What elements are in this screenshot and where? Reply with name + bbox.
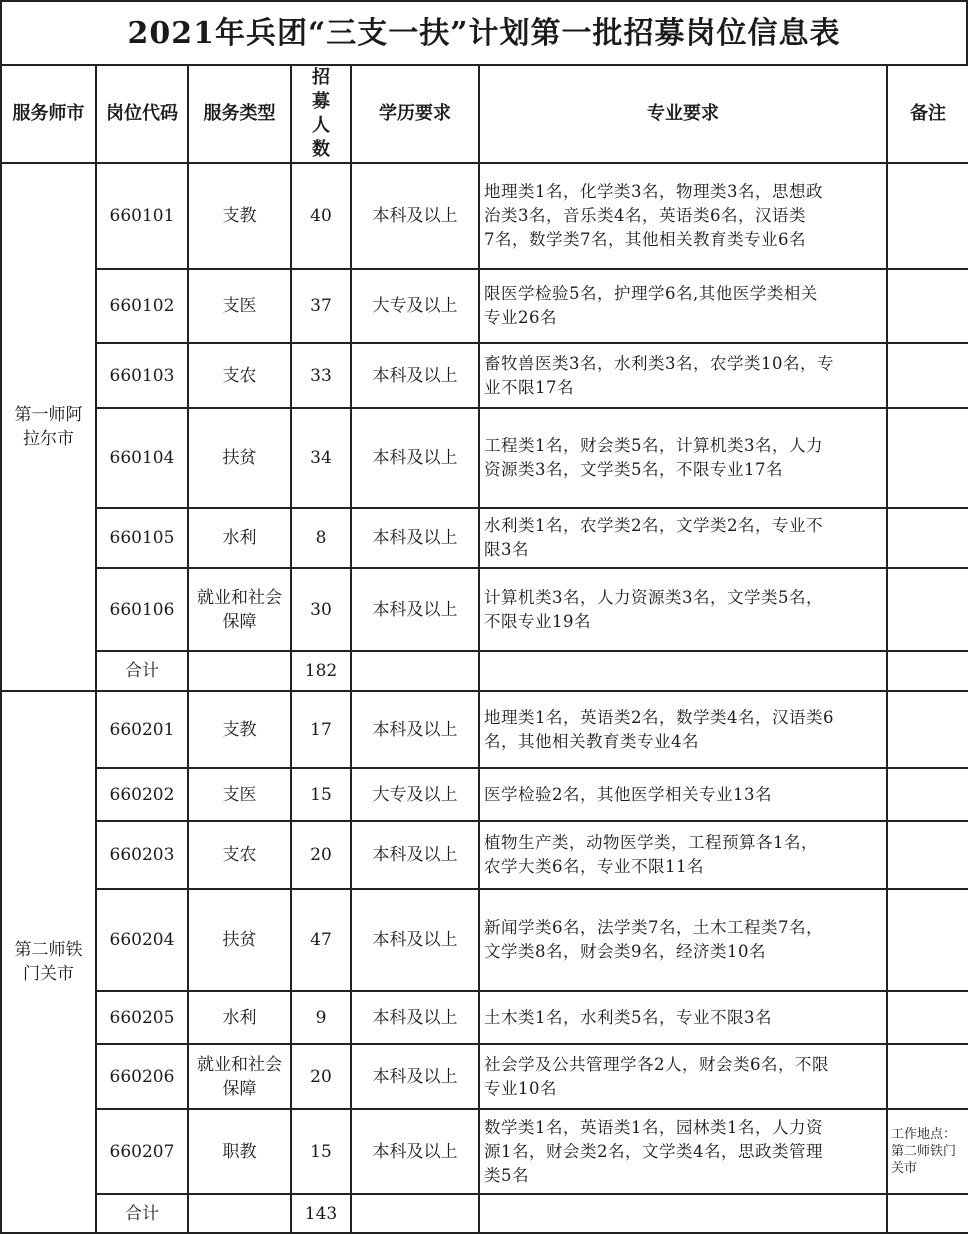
notes (887, 1044, 968, 1109)
table-row (1, 991, 968, 1044)
positions-table (0, 64, 968, 1234)
major-line: 业不限17名 (484, 377, 574, 397)
position-code: 660101 (96, 163, 188, 269)
notes (887, 269, 968, 343)
recruit-count: 8 (291, 508, 351, 568)
total-label: 合计 (96, 1194, 188, 1233)
header-count: 招募人数 (291, 65, 351, 163)
major-requirement (479, 991, 887, 1044)
major-line: 地理类1名，化学类3名，物理类3名，思想政 (484, 182, 823, 201)
notes: 工作地点：第二师铁门关市 (887, 1109, 968, 1194)
empty-cell (188, 1194, 291, 1233)
position-code: 660202 (96, 768, 188, 821)
empty-cell (479, 651, 887, 691)
service-type: 支农 (188, 343, 291, 408)
recruit-count: 9 (291, 991, 351, 1044)
notes (887, 343, 968, 408)
major-line: 水利类1名，农学类2名，文学类2名，专业不 (484, 516, 823, 535)
service-type: 水利 (188, 991, 291, 1044)
major-line: 植物生产类，动物医学类，工程预算各1名， (484, 833, 818, 852)
service-type: 支教 (188, 163, 291, 269)
service-type: 支医 (188, 269, 291, 343)
major-line: 工程类1名，财会类5名，计算机类3名，人力 (484, 436, 823, 455)
recruit-count: 34 (291, 408, 351, 508)
recruit-count: 40 (291, 163, 351, 269)
notes (887, 508, 968, 568)
recruit-count: 15 (291, 1109, 351, 1194)
table-row (1, 163, 968, 269)
position-code: 660205 (96, 991, 188, 1044)
major-requirement (479, 768, 887, 821)
education-requirement: 本科及以上 (351, 821, 479, 889)
education-requirement: 本科及以上 (351, 691, 479, 768)
education-requirement: 本科及以上 (351, 1044, 479, 1109)
major-requirement (479, 821, 887, 889)
education-requirement: 本科及以上 (351, 568, 479, 651)
major-line: 资源类3名，文学类5名，不限专业17名 (484, 460, 783, 479)
table-row (1, 889, 968, 991)
education-requirement: 大专及以上 (351, 269, 479, 343)
position-code: 660203 (96, 821, 188, 889)
major-line: 医学检验2名，其他医学相关专业13名 (484, 784, 772, 804)
major-requirement (479, 691, 887, 768)
major-line: 不限专业19名 (484, 611, 591, 631)
service-type: 就业和社会保障 (188, 568, 291, 651)
major-line: 地理类1名，英语类2名，数学类4名，汉语类6 (484, 707, 834, 727)
major-line: 类5名 (484, 1165, 529, 1185)
total-row (1, 1194, 968, 1233)
service-type: 支教 (188, 691, 291, 768)
recruit-count: 17 (291, 691, 351, 768)
service-type: 支医 (188, 768, 291, 821)
major-line: 新闻学类6名，法学类7名，土木工程类7名， (484, 918, 823, 937)
major-line: 文学类8名，财会类9名，经济类10名 (484, 942, 766, 961)
notes (887, 821, 968, 889)
education-requirement: 本科及以上 (351, 408, 479, 508)
empty-cell (887, 651, 968, 691)
empty-cell (188, 651, 291, 691)
position-code: 660102 (96, 269, 188, 343)
notes (887, 991, 968, 1044)
header-code: 岗位代码 (96, 65, 188, 163)
header-row (1, 65, 968, 163)
major-requirement (479, 163, 887, 269)
service-type: 支农 (188, 821, 291, 889)
major-line: 土木类1名，水利类5名，专业不限3名 (484, 1007, 772, 1027)
education-requirement: 本科及以上 (351, 343, 479, 408)
table-row (1, 821, 968, 889)
table-row (1, 1109, 968, 1194)
major-line: 农学大类6名，专业不限11名 (484, 857, 704, 876)
major-line: 限3名 (484, 540, 529, 559)
service-type: 职教 (188, 1109, 291, 1194)
major-line: 畜牧兽医类3名，水利类3名，农学类10名，专 (484, 353, 834, 373)
notes (887, 408, 968, 508)
education-requirement: 本科及以上 (351, 991, 479, 1044)
major-line: 社会学及公共管理学各2人，财会类6名，不限 (484, 1054, 829, 1074)
major-line: 治类3名，音乐类4名，英语类6名，汉语类 (484, 206, 806, 225)
major-requirement (479, 1109, 887, 1194)
recruit-count: 37 (291, 269, 351, 343)
position-code: 660204 (96, 889, 188, 991)
recruit-count: 30 (291, 568, 351, 651)
education-requirement: 本科及以上 (351, 1109, 479, 1194)
major-line: 7名，数学类7名，其他相关教育类专业6名 (484, 230, 806, 249)
header-education: 学历要求 (351, 65, 479, 163)
table-row (1, 508, 968, 568)
major-line: 名，其他相关教育类专业4名 (484, 731, 699, 751)
table-row (1, 269, 968, 343)
table-row (1, 768, 968, 821)
service-type: 就业和社会保障 (188, 1044, 291, 1109)
major-requirement (479, 568, 887, 651)
header-city: 服务师市 (1, 65, 96, 163)
education-requirement: 本科及以上 (351, 889, 479, 991)
service-type: 扶贫 (188, 889, 291, 991)
major-line: 专业10名 (484, 1078, 557, 1098)
empty-cell (887, 1194, 968, 1233)
major-line: 数学类1名，英语类1名，园林类1名，人力资 (484, 1117, 823, 1137)
recruit-count: 20 (291, 821, 351, 889)
notes (887, 691, 968, 768)
header-major: 专业要求 (479, 65, 887, 163)
service-city: 第一师阿拉尔市 (1, 163, 96, 691)
notes (887, 568, 968, 651)
total-count: 182 (291, 651, 351, 691)
major-requirement (479, 889, 887, 991)
total-label: 合计 (96, 651, 188, 691)
notes (887, 163, 968, 269)
table-row (1, 691, 968, 768)
major-line: 专业26名 (484, 308, 557, 327)
recruit-count: 15 (291, 768, 351, 821)
position-code: 660207 (96, 1109, 188, 1194)
education-requirement: 大专及以上 (351, 768, 479, 821)
education-requirement: 本科及以上 (351, 163, 479, 269)
page-title: 2021年兵团“三支一扶”计划第一批招募岗位信息表 (0, 0, 968, 64)
empty-cell (351, 1194, 479, 1233)
position-code: 660201 (96, 691, 188, 768)
service-type: 水利 (188, 508, 291, 568)
recruit-count: 20 (291, 1044, 351, 1109)
education-requirement: 本科及以上 (351, 508, 479, 568)
notes (887, 768, 968, 821)
major-requirement (479, 408, 887, 508)
major-requirement (479, 1044, 887, 1109)
position-code: 660104 (96, 408, 188, 508)
recruit-count: 33 (291, 343, 351, 408)
empty-cell (479, 1194, 887, 1233)
service-city: 第二师铁门关市 (1, 691, 96, 1233)
major-line: 源1名，财会类2名，文学类4名，思政类管理 (484, 1141, 823, 1161)
table-row (1, 343, 968, 408)
notes (887, 889, 968, 991)
position-code: 660105 (96, 508, 188, 568)
position-code: 660103 (96, 343, 188, 408)
major-requirement (479, 508, 887, 568)
header-notes: 备注 (887, 65, 968, 163)
total-row (1, 651, 968, 691)
header-type: 服务类型 (188, 65, 291, 163)
major-line: 计算机类3名，人力资源类3名，文学类5名， (484, 587, 823, 607)
position-code: 660206 (96, 1044, 188, 1109)
total-count: 143 (291, 1194, 351, 1233)
empty-cell (351, 651, 479, 691)
major-requirement (479, 343, 887, 408)
service-type: 扶贫 (188, 408, 291, 508)
major-requirement (479, 269, 887, 343)
table-row (1, 1044, 968, 1109)
table-row (1, 408, 968, 508)
table-row (1, 568, 968, 651)
recruit-count: 47 (291, 889, 351, 991)
position-code: 660106 (96, 568, 188, 651)
major-line: 限医学检验5名，护理学6名,其他医学类相关 (484, 284, 818, 303)
